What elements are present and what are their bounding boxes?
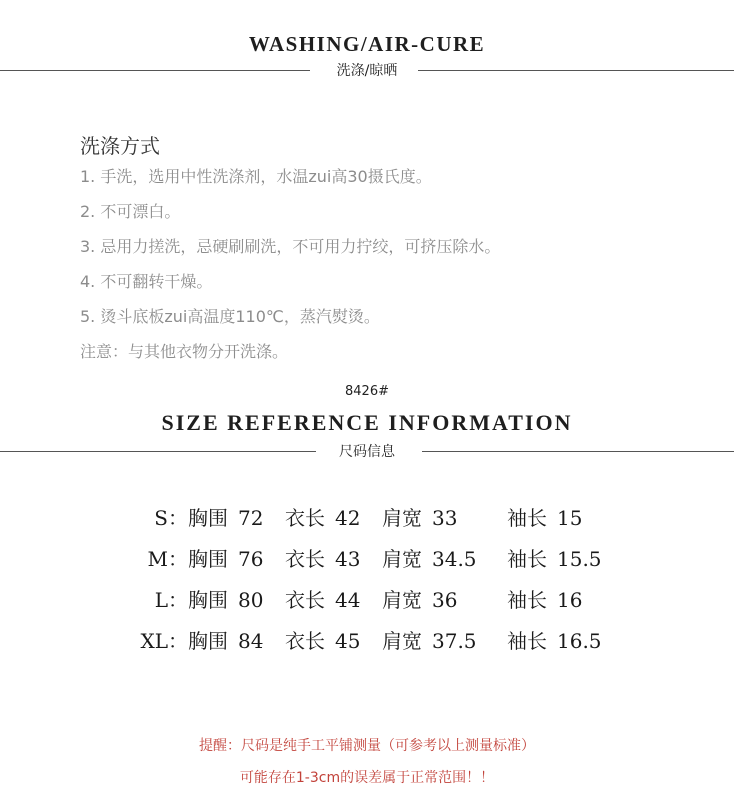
chest-label: 胸围	[188, 629, 228, 653]
measurement-notice	[0, 730, 734, 794]
washing-divider	[0, 61, 734, 81]
washing-instruction-item: 3. 忌用力搓洗，忌硬刷刷洗，不可用力拧绞，可挤压除水。	[80, 237, 501, 256]
size-label: L：	[154, 588, 188, 612]
divider-line-right	[422, 451, 734, 452]
shoulder-label: 肩宽	[382, 506, 422, 530]
shoulder-value: 33	[432, 506, 458, 530]
washing-instructions-list	[80, 164, 500, 374]
washing-instruction-item: 5. 烫斗底板zui高温度110℃，蒸汽熨烫。	[80, 307, 380, 326]
size-label: M：	[147, 547, 188, 571]
washing-note: 注意：与其他衣物分开洗涤。	[80, 342, 289, 361]
washing-subtitle: 洗涤/晾晒	[336, 63, 398, 79]
size-table	[138, 500, 604, 664]
size-row-l	[138, 582, 604, 623]
sleeve-value: 16.5	[557, 629, 602, 653]
washing-instruction-item: 4. 不可翻转干燥。	[80, 272, 213, 291]
shoulder-value: 37.5	[432, 629, 477, 653]
shoulder-value: 34.5	[432, 547, 477, 571]
washing-instruction-item: 2. 不可漂白。	[80, 202, 181, 221]
size-row-xl	[138, 623, 604, 664]
notice-line-1: 提醒：尺码是纯手工平铺测量（可参考以上测量标准）	[199, 738, 535, 754]
length-label: 衣长	[285, 588, 325, 612]
size-row-m	[138, 541, 604, 582]
shoulder-value: 36	[432, 588, 458, 612]
shoulder-label: 肩宽	[382, 629, 422, 653]
length-label: 衣长	[285, 547, 325, 571]
chest-value: 84	[238, 629, 264, 653]
size-subtitle: 尺码信息	[339, 444, 395, 460]
size-row-s	[138, 500, 604, 541]
size-label: XL：	[140, 629, 188, 653]
chest-label: 胸围	[188, 547, 228, 571]
shoulder-label: 肩宽	[382, 547, 422, 571]
sleeve-value: 15.5	[557, 547, 602, 571]
length-value: 42	[335, 506, 361, 530]
sleeve-label: 袖长	[507, 588, 547, 612]
sleeve-label: 袖长	[507, 547, 547, 571]
chest-label: 胸围	[188, 506, 228, 530]
washing-instruction-item: 1. 手洗，选用中性洗涤剂，水温zui高30摄氏度。	[80, 167, 432, 186]
sleeve-value: 15	[557, 506, 583, 530]
size-label: S：	[154, 506, 188, 530]
length-value: 44	[335, 588, 361, 612]
length-value: 45	[335, 629, 361, 653]
shoulder-label: 肩宽	[382, 588, 422, 612]
length-label: 衣长	[285, 629, 325, 653]
size-divider	[0, 442, 734, 462]
notice-line-2: 可能存在1-3cm的误差属于正常范围！！	[239, 770, 495, 786]
sleeve-label: 袖长	[507, 506, 547, 530]
chest-value: 80	[238, 588, 264, 612]
washing-title: WASHING/AIR-CURE	[248, 32, 486, 56]
length-label: 衣长	[285, 506, 325, 530]
chest-value: 72	[238, 506, 264, 530]
sleeve-label: 袖长	[507, 629, 547, 653]
chest-label: 胸围	[188, 588, 228, 612]
product-code: 8426#	[345, 384, 389, 399]
divider-line-right	[418, 70, 734, 71]
length-value: 43	[335, 547, 361, 571]
chest-value: 76	[238, 547, 264, 571]
washing-method-heading: 洗涤方式	[80, 134, 160, 158]
size-title: SIZE REFERENCE INFORMATION	[161, 410, 573, 435]
sleeve-value: 16	[557, 588, 583, 612]
